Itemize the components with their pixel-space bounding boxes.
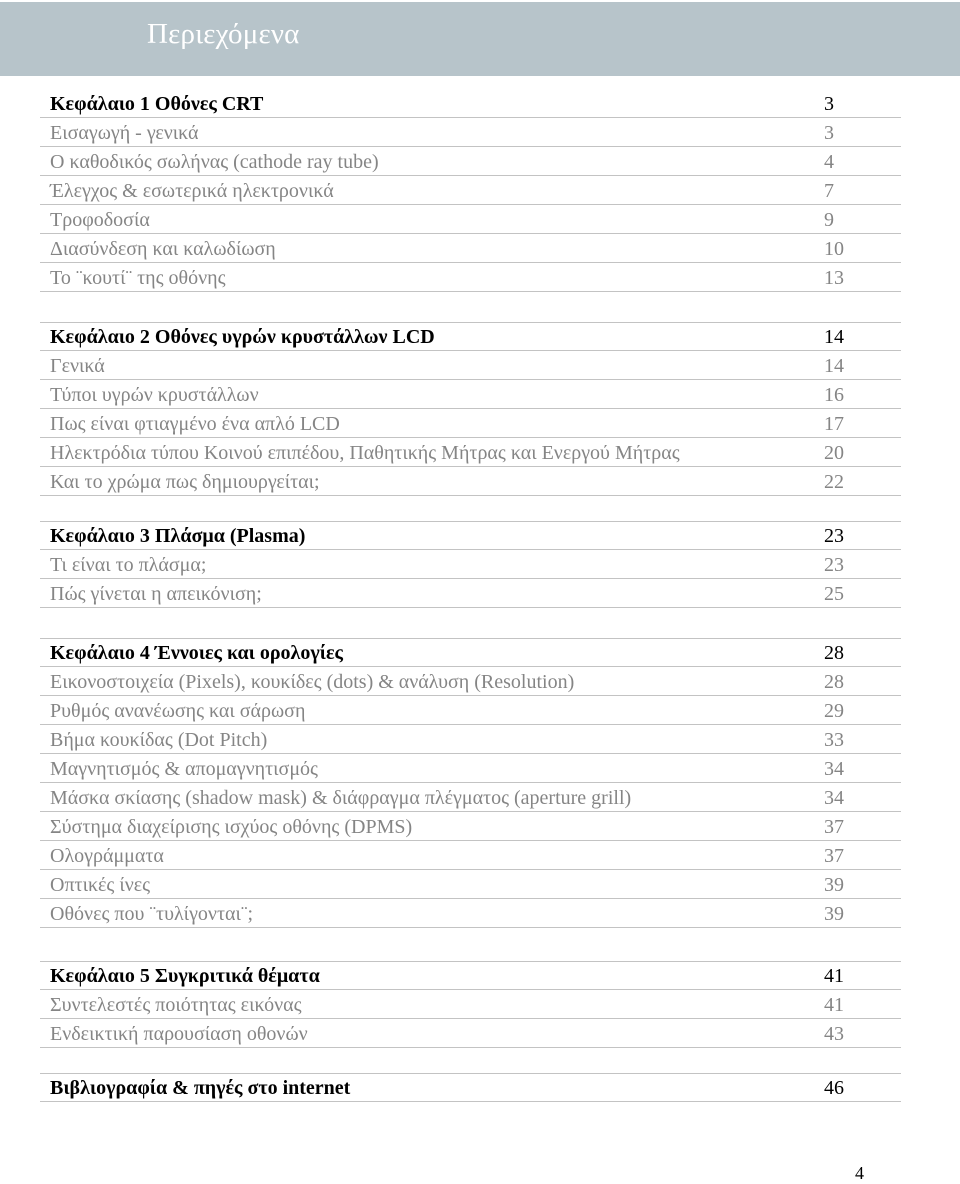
toc-entry[interactable] xyxy=(40,579,901,608)
toc-page-number: 28 xyxy=(824,642,844,664)
toc-label: Εικονοστοιχεία (Pixels), κουκίδες (dots) & ανάλυση (Resolution) xyxy=(50,671,575,693)
toc-entry[interactable] xyxy=(40,380,901,409)
toc-page-number: 23 xyxy=(824,554,844,576)
toc-label: Έλεγχος & εσωτερικά ηλεκτρονικά xyxy=(50,180,334,202)
toc-label: Το ¨κουτί¨ της οθόνης xyxy=(50,267,226,289)
toc-entry[interactable] xyxy=(40,409,901,438)
toc-label: Τύποι υγρών κρυστάλλων xyxy=(50,384,259,406)
toc-entry[interactable] xyxy=(40,263,901,292)
toc-page-number: 28 xyxy=(824,671,844,693)
toc-label: Ολογράμματα xyxy=(50,845,164,867)
toc-page-number: 4 xyxy=(824,151,834,173)
toc-page-number: 3 xyxy=(824,122,834,144)
toc-entry[interactable] xyxy=(40,176,901,205)
toc-bibliography[interactable] xyxy=(40,1073,901,1102)
toc-label: Βήμα κουκίδας (Dot Pitch) xyxy=(50,729,268,751)
page-title: Περιεχόμενα xyxy=(147,18,300,50)
toc-label: Ενδεικτική παρουσίαση οθονών xyxy=(50,1023,308,1045)
toc-label: Γενικά xyxy=(50,355,105,377)
toc-entry[interactable] xyxy=(40,696,901,725)
toc-page-number: 16 xyxy=(824,384,844,406)
toc-entry[interactable] xyxy=(40,667,901,696)
toc-entry[interactable] xyxy=(40,783,901,812)
toc-page-number: 7 xyxy=(824,180,834,202)
toc-page-number: 14 xyxy=(824,326,844,348)
toc-label: Ο καθοδικός σωλήνας (cathode ray tube) xyxy=(50,151,379,173)
toc-entry[interactable] xyxy=(40,550,901,579)
toc-page-number: 41 xyxy=(824,965,844,987)
toc-label: Ηλεκτρόδια τύπου Κοινού επιπέδου, Παθητικής Μήτρας και Ενεργού Μήτρας xyxy=(50,442,680,464)
toc-entry[interactable] xyxy=(40,467,901,496)
toc-entry[interactable] xyxy=(40,812,901,841)
toc-chapter-2[interactable] xyxy=(40,322,901,351)
footer-page-number: 4 xyxy=(855,1163,864,1183)
toc-label: Κεφάλαιο 3 Πλάσμα (Plasma) xyxy=(50,525,306,547)
toc-page-number: 9 xyxy=(824,209,834,231)
toc-page-number: 39 xyxy=(824,903,844,925)
toc-page-number: 37 xyxy=(824,816,844,838)
toc-page-number: 22 xyxy=(824,471,844,493)
toc-entry[interactable] xyxy=(40,841,901,870)
toc-page-number: 29 xyxy=(824,700,844,722)
toc-label: Συντελεστές ποιότητας εικόνας xyxy=(50,994,302,1016)
toc-page-number: 20 xyxy=(824,442,844,464)
toc-entry[interactable] xyxy=(40,725,901,754)
toc-entry[interactable] xyxy=(40,438,901,467)
toc-page-number: 3 xyxy=(824,93,834,115)
toc-label: Και το χρώμα πως δημιουργείται; xyxy=(50,471,320,493)
toc-label: Πώς γίνεται η απεικόνιση; xyxy=(50,583,262,605)
toc-page-number: 23 xyxy=(824,525,844,547)
toc-page-number: 41 xyxy=(824,994,844,1016)
toc-chapter-1[interactable] xyxy=(40,89,901,118)
toc-chapter-4[interactable] xyxy=(40,638,901,667)
toc-entry[interactable] xyxy=(40,754,901,783)
toc-page-number: 37 xyxy=(824,845,844,867)
toc-entry[interactable] xyxy=(40,147,901,176)
toc-page-number: 46 xyxy=(824,1077,844,1099)
toc-label: Πως είναι φτιαγμένο ένα απλό LCD xyxy=(50,413,340,435)
toc-page-number: 33 xyxy=(824,729,844,751)
toc-page-number: 10 xyxy=(824,238,844,260)
toc-label: Σύστημα διαχείρισης ισχύος οθόνης (DPMS) xyxy=(50,816,413,838)
toc-entry[interactable] xyxy=(40,118,901,147)
toc-label: Ρυθμός ανανέωσης και σάρωση xyxy=(50,700,306,722)
toc-page-number: 25 xyxy=(824,583,844,605)
toc-page-number: 34 xyxy=(824,758,844,780)
toc-label: Κεφάλαιο 2 Οθόνες υγρών κρυστάλλων LCD xyxy=(50,326,435,348)
toc-chapter-5[interactable] xyxy=(40,961,901,990)
toc-label: Μαγνητισμός & απομαγνητισμός xyxy=(50,758,318,780)
toc-page-number: 39 xyxy=(824,874,844,896)
toc-label: Μάσκα σκίασης (shadow mask) & διάφραγμα πλέγματος (aperture grill) xyxy=(50,787,632,809)
toc-label: Εισαγωγή - γενικά xyxy=(50,122,199,144)
toc-label: Βιβλιογραφία & πηγές στο internet xyxy=(50,1077,351,1099)
toc-label: Οθόνες που ¨τυλίγονται¨; xyxy=(50,903,254,925)
header-bar xyxy=(0,2,960,76)
toc-entry[interactable] xyxy=(40,351,901,380)
toc-label: Κεφάλαιο 4 Έννοιες και ορολογίες xyxy=(50,642,343,664)
toc-label: Κεφάλαιο 5 Συγκριτικά θέματα xyxy=(50,965,320,987)
toc-entry[interactable] xyxy=(40,899,901,928)
toc-chapter-3[interactable] xyxy=(40,521,901,550)
toc-label: Διασύνδεση και καλωδίωση xyxy=(50,238,276,260)
toc-page-number: 43 xyxy=(824,1023,844,1045)
toc-page-number: 14 xyxy=(824,355,844,377)
toc-page-number: 17 xyxy=(824,413,844,435)
toc-label: Τι είναι το πλάσμα; xyxy=(50,554,207,576)
toc-entry[interactable] xyxy=(40,990,901,1019)
toc-entry[interactable] xyxy=(40,870,901,899)
toc-label: Τροφοδοσία xyxy=(50,209,150,231)
toc-entry[interactable] xyxy=(40,205,901,234)
toc-entry[interactable] xyxy=(40,1019,901,1048)
toc-entry[interactable] xyxy=(40,234,901,263)
toc-label: Οπτικές ίνες xyxy=(50,874,151,896)
toc-page-number: 34 xyxy=(824,787,844,809)
toc-page-number: 13 xyxy=(824,267,844,289)
toc-label: Κεφάλαιο 1 Οθόνες CRT xyxy=(50,93,264,115)
